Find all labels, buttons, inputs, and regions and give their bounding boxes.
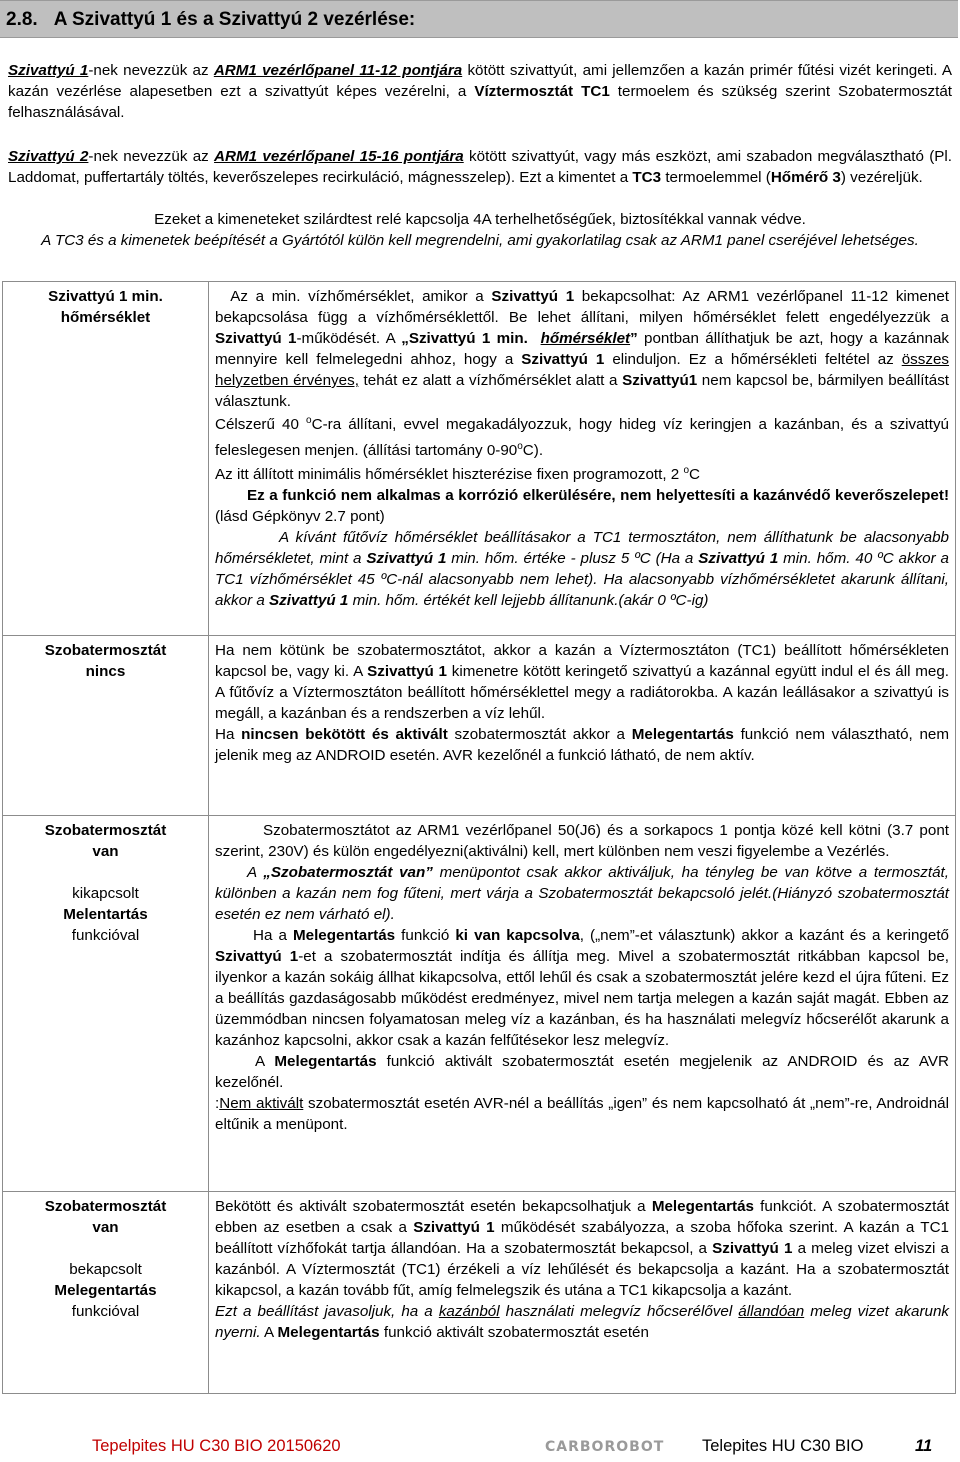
row-content: Szobatermosztátot az ARM1 vezérlőpanel 50(J6) és a sorkapocs 1 pontja közé kell kötni (3.7 pont szerint, 230V) és külön engedélyezni(aktiválni) kell, mert különben nem veszi figyelembe a Vezérlés. A „Szobatermosztát van” menüpontot csak akkor aktiváljuk, ha tényleg be van kötve a termosztát, különben a kazán nem fog fűteni, mert várja a Szobatermosztát bekapcsoló jelét.(Hiányzó szobatermosztát esetén ez nem várható el). Ha a Melegentartás funkció ki van kapcsolva, („nem”-et választunk) akkor a kazánt és a keringető Szivattyú 1-et a szobatermosztát indítja és állítja meg. Mivel a szobatermosztát ritkábban kapcsol be, ilyenkor a kazán sokáig állhat kikapcsolva, ettől lehűl és csak a szobatermosztát jelére kezd el újra fűteni. Ez a beállítás gazdaságosabb működést eredményez, mivel nem tartja melegen a kazán saját magát. Ebben az üzemmódban nincsen folyamatosan meleg víz a kazánban, és ha használati melegvíz hőcserélőt akarunk a kazánhoz kapcsolni, akkor csak a kazán felfűtésekor lesz melegvíz. A Melegentartás funkció aktivált szobatermosztát esetén megjelenik az ANDROID és az AVR kezelőnél. :Nem aktivált szobatermosztát esetén AVR-nél a beállítás „igen” és nem kapcsolható át „nem”-re, Androidnál eltűnik a menüpont. (209, 816, 956, 1192)
footer-doc-id: Tepelpites HU C30 BIO 20150620 (92, 1437, 341, 1455)
intro-paragraph-2: Szivattyú 2-nek nevezzük az ARM1 vezérlőpanel 15-16 pontjára kötött szivattyút, vagy más eszközt, ami szabadon megválasztható (Pl. Laddomat, puffertartály töltés, keverőszelepes recirkuláció, mágnesszelep). Ezt a kimentet a TC3 termoelemmel (Hőmérő 3) vezéreljük. (8, 148, 952, 186)
row-label: Szivattyú 1 min. hőmérséklet (3, 282, 209, 636)
table-row (3, 282, 956, 636)
row-content: Bekötött és aktivált szobatermosztát esetén bekapcsolhatjuk a Melegentartás funkciót. A szobatermosztát ebben az esetben a csak a Szivattyú 1 működését szabályozza, a szoba hőfoka szerint. A kazán a TC1 beállított vízhőfokát tartja állandóan. Ha a szobatermosztát bekapcsol, a Szivattyú 1 a meleg vizet elviszi a kazánból. A Víztermosztát (TC1) érzékeli a víz lehűlését és bekapcsolja a kazánt. Ha a szobatermosztát kikapcsol, a kazán tovább fűt, amíg felmelegszik és utána a TC1 kikapcsolja a kazánt. Ezt a beállítást javasoljuk, ha a kazánból használati melegvíz hőcserélővel állandóan meleg vizet akarunk nyerni. A Melegentartás funkció aktivált szobatermosztát esetén (209, 1192, 956, 1394)
section-number: 2.8. (6, 9, 38, 30)
row-content: Az a min. vízhőmérséklet, amikor a Szivattyú 1 bekapcsolhat: Az ARM1 vezérlőpanel 11-12 kimenet bekapcsolása függ a vízhőmérséklettől. Be lehet állítani, milyen hőmérséklet felett engedélyezzük a Szivattyú 1-működését. A „Szivattyú 1 min. hőmérséklet” pontban állíthatjuk be azt, hogy a kazánnak mennyire kell felmelegedni ahhoz, hogy a Szivattyú 1 elinduljon. Ez a hőmérsékleti feltétel az összes helyzetben érvényes, tehát ez alatt a vízhőmérséklet alatt a Szivattyú1 nem kapcsol be, bármilyen beállítást választunk. Célszerű 40 $^o$C-ra állítani, evvel megakadályozzuk, hogy hideg víz keringjen a kazánban, és a szivattyú feleslegesen menjen. (állítási tartomány 0-90$^o$C). Az itt állított minimális hőmérséklet hiszterézise fixen programozott, 2 $^o$C Ez a funkció nem alkalmas a korrózió elkerülésére, nem helyettesíti a kazánvédő keverőszelepet! (lásd Gépkönyv 2.7 pont) A kívánt fűtővíz hőmérséklet beállításakor a TC1 termosztáton, nem állíthatunk be alacsonyabb hőmérsékletet, mint a Szivattyú 1 min. hőm. értéke - plusz 5 ºC (Ha a Szivattyú 1 min. hőm. 40 ºC akkor a TC1 vízhőmérséklet 45 ºC-nál alacsonyabb nem lehet). Ha alacsonyabb vízhőmérsékletet akarunk állítani, akkor a Szivattyú 1 min. hőm. értékét kell lejjebb állítanunk.(akár 0 ºC-ig) (209, 282, 956, 636)
table-row (3, 1192, 956, 1394)
section-heading (0, 0, 958, 38)
row-label: Szobatermosztát van bekapcsolt Melegentartás funkcióval (3, 1192, 209, 1394)
page-number: 11 (915, 1437, 933, 1455)
table-row (3, 636, 956, 816)
row-label: Szobatermosztát nincs (3, 636, 209, 816)
page-footer (0, 1437, 960, 1459)
settings-table (2, 281, 956, 1394)
table-row (3, 816, 956, 1192)
section-title: A Szivattyú 1 és a Szivattyú 2 vezérlése: (53, 9, 416, 30)
footer-doc-title: Telepites HU C30 BIO (702, 1437, 864, 1455)
row-content: Ha nem kötünk be szobatermosztátot, akkor a kazán a Víztermosztáton (TC1) beállított hőmérsékleten kapcsol be, vagy ki. A Szivattyú 1 kimenetre kötött keringető szivattyú a kazánnal együtt indul el és áll meg. A fűtővíz a Víztermosztáton beállított hőmérséklettel megy a radiátorokba. A kazán leállásakor a szivattyú is megáll, a kazánban és a rendszerben a víz lehűl. Ha nincsen bekötött és aktivált szobatermosztát akkor a Melegentartás funkció nem választható, nem jelenik meg az ANDROID esetén. AVR kezelőnél a funkció látható, de nem aktív. (209, 636, 956, 816)
intro-paragraph-4: A TC3 és a kimenetek beépítését a Gyártótól külön kell megrendelni, ami gyakorlatilag csak az ARM1 panel cseréjével lehetséges. (41, 232, 919, 249)
intro-paragraph-1: Szivattyú 1-nek nevezzük az ARM1 vezérlőpanel 11-12 pontjára kötött szivattyút, ami jellemzően a kazán primér fűtési vizét keringeti. A kazán vezérlése alapesetben ezt a szivattyút képes vezérelni, a Víztermosztát TC1 termoelem és szükség szerint Szobatermosztát felhasználásával. (8, 62, 953, 121)
carborobot-logo: CARBOROBOT (545, 1439, 665, 1455)
row-label: Szobatermosztát van kikapcsolt Melentartás funkcióval (3, 816, 209, 1192)
intro-paragraph-3: Ezeket a kimeneteket szilárdtest relé kapcsolja 4A terhelhetőségűek, biztosítékkal vannak védve. (154, 211, 806, 228)
